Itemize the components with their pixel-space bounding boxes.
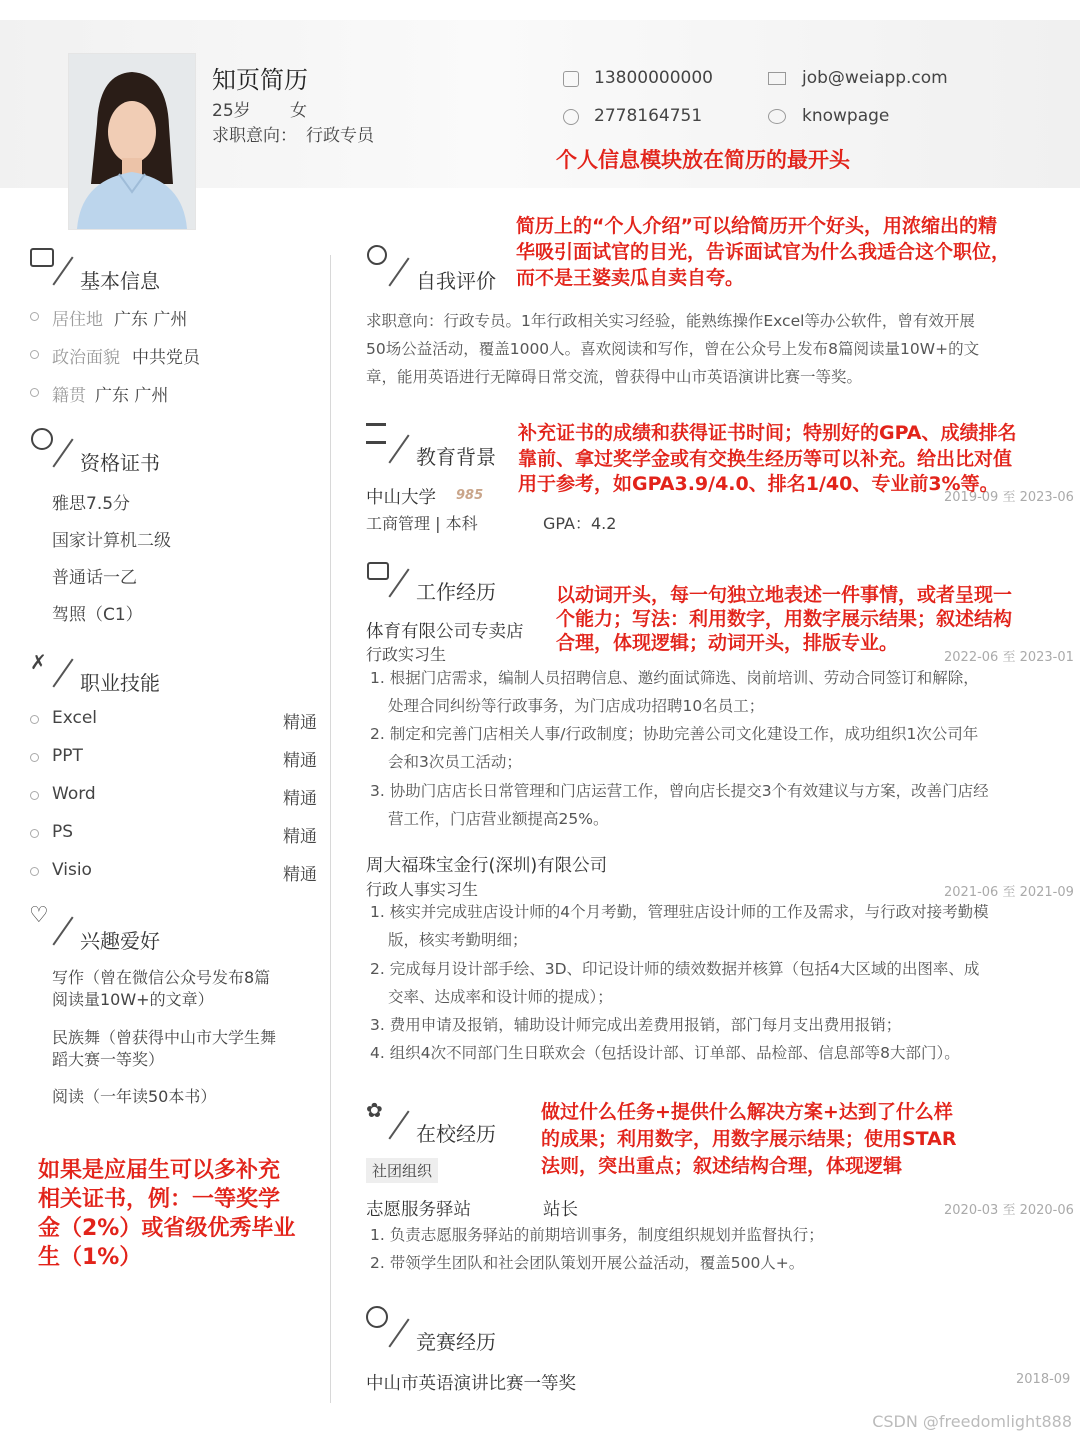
contest-name: 中山市英语演讲比赛一等奖 [366, 1374, 576, 1394]
heart-icon: ♡ [29, 903, 49, 928]
contest-date: 2018-09 [1016, 1372, 1071, 1387]
note-work-2: 个能力；写法：利用数字，用数字展示结果；叙述结构 [556, 608, 1013, 630]
campus-tag: 社团组织 [366, 1158, 438, 1183]
campus-date: 2020-03 至 2020-06 [944, 1203, 1074, 1218]
hobby-line: 阅读（一年读50本书） [52, 1087, 217, 1106]
hobby-line: 写作（曾在微信公众号发布8篇 [52, 968, 271, 987]
bullet-dot [30, 753, 39, 762]
campus-role: 站长 [543, 1200, 578, 1220]
job-line: 3. 费用申请及报销，辅助设计师完成出差费用报销，部门每月支出费用报销； [370, 1016, 902, 1034]
self-eval-line: 求职意向：行政专员。1年行政相关实习经验，能熟练操作Excel等办公软件，曾有效开展 [366, 312, 975, 330]
note-header: 个人信息模块放在简历的最开头 [556, 148, 850, 172]
note-left-2: 相关证书，例：一等奖学 [38, 1187, 281, 1212]
resume-name: 知页简历 [212, 66, 308, 94]
basic-label-hometown: 籍贯 [52, 386, 86, 406]
job-line: 会和3次员工活动； [388, 753, 522, 771]
bullet-dot [30, 867, 39, 876]
job-line: 1. 根据门店需求，编制人员招聘信息、邀约面试筛选、岗前培训、劳动合同签订和解除， [370, 669, 979, 687]
education-date: 2019-09 至 2023-06 [944, 490, 1074, 505]
basic-label-political: 政治面貌 [52, 348, 120, 368]
job-line: 4. 组织4次不同部门生日联欢会（包括设计部、订单部、品检部、信息部等8大部门）。 [370, 1044, 960, 1062]
basic-value-residence: 广东 广州 [114, 310, 188, 330]
phone-icon [563, 71, 579, 87]
mail-icon [768, 72, 786, 85]
profile-photo [68, 53, 196, 230]
hobby-line: 蹈大赛一等奖） [52, 1050, 165, 1069]
note-left-1: 如果是应届生可以多补充 [38, 1158, 281, 1183]
note-campus-1: 做过什么任务+提供什么解决方案+达到了什么样 [541, 1101, 953, 1123]
column-divider [330, 255, 331, 1403]
basic-value-hometown: 广东 广州 [95, 386, 169, 406]
note-work-3: 合理，体现逻辑；动词开头，排版专业。 [556, 632, 899, 654]
skills-title: 职业技能 [80, 671, 160, 695]
job-role: 行政实习生 [366, 645, 447, 664]
skill-level: 精通 [283, 865, 317, 885]
briefcase-icon [367, 562, 389, 580]
gender: 女 [290, 101, 307, 121]
skill-level: 精通 [283, 751, 317, 771]
bullet-dot [30, 829, 39, 838]
basic-value-political: 中共党员 [132, 348, 200, 368]
note-intro-3: 而不是王婆卖瓜自卖自夸。 [516, 267, 745, 289]
job-line: 营工作，门店营业额提高25%。 [388, 810, 609, 828]
bullet-dot [30, 791, 39, 800]
note-edu-1: 补充证书的成绩和获得证书时间；特别好的GPA、成绩排名 [518, 422, 1017, 444]
note-edu-3: 用于参考，如GPA3.9/4.0、排名1/40、专业前3%等。 [518, 473, 999, 495]
campus-line: 2. 带领学生团队和社会团队策划开展公益活动，覆盖500人+。 [370, 1254, 805, 1272]
wechat-id: knowpage [802, 106, 890, 126]
campus-line: 1. 负责志愿服务驿站的前期培训事务，制度组织规划并监督执行； [370, 1226, 824, 1244]
bullet-dot [30, 715, 39, 724]
job-date: 2022-06 至 2023-01 [944, 650, 1074, 665]
note-campus-3: 法则，突出重点；叙述结构合理，体现逻辑 [541, 1155, 903, 1177]
bullet-dot [30, 312, 39, 321]
cert-item: 驾照（C1） [52, 605, 143, 625]
portrait-image [69, 54, 195, 229]
hobby-line: 阅读量10W+的文章） [52, 990, 214, 1009]
note-edu-2: 靠前、拿过奖学金或有交换生经历等可以补充。给出比对值 [518, 448, 1013, 470]
job-line: 3. 协助门店店长日常管理和门店运营工作，曾向店长提交3个有效建议与方案，改善门店经 [370, 782, 989, 800]
basic-info-title: 基本信息 [80, 269, 160, 293]
campus-icon: ✿ [366, 1098, 383, 1122]
skill-level: 精通 [283, 713, 317, 733]
person-icon [367, 245, 387, 265]
note-campus-2: 的成果；利用数字，用数字展示结果；使用STAR [541, 1128, 957, 1150]
email: job@weiapp.com [802, 68, 948, 88]
wechat-icon [768, 109, 786, 124]
id-card-icon [30, 248, 54, 267]
note-intro-1: 简历上的“个人介绍”可以给简历开个好头，用浓缩出的精 [516, 215, 997, 237]
self-eval-title: 自我评价 [416, 269, 496, 293]
book-icon [366, 423, 386, 444]
phone-number: 13800000000 [594, 68, 713, 88]
bullet-dot [30, 350, 39, 359]
skill-name: Word [52, 784, 96, 804]
medal-icon [366, 1306, 388, 1328]
self-eval-line: 50场公益活动，覆盖1000人。喜欢阅读和写作，曾在公众号上发布8篇阅读量10W+的文 [366, 340, 980, 358]
job-intent-value: 行政专员 [306, 126, 374, 146]
job-line: 2. 制定和完善门店相关人事/行政制度；协助完善公司文化建设工作，成功组织1次公司年 [370, 725, 979, 743]
self-eval-line: 章，能用英语进行无障碍日常交流，曾获得中山市英语演讲比赛一等奖。 [366, 368, 863, 386]
job-line: 2. 完成每月设计部手绘、3D、印记设计师的绩效数据并核算（包括4大区域的出图率、成 [370, 960, 980, 978]
qq-number: 2778164751 [594, 106, 703, 126]
gpa: GPA：4.2 [543, 514, 617, 533]
certificates-title: 资格证书 [80, 451, 160, 475]
job-intent-label: 求职意向： [212, 126, 297, 146]
job-line: 处理合同纠纷等行政事务，为门店成功招聘10名员工； [388, 697, 765, 715]
tools-icon: ✗ [30, 650, 47, 674]
campus-title: 在校经历 [416, 1122, 496, 1146]
company-name: 周大福珠宝金行(深圳)有限公司 [366, 856, 608, 876]
skill-level: 精通 [283, 827, 317, 847]
skill-name: PS [52, 822, 74, 842]
watermark: CSDN @freedomlight888 [872, 1412, 1072, 1431]
job-line: 版，核实考勤明细； [388, 931, 528, 949]
campus-org: 志愿服务驿站 [366, 1200, 471, 1220]
school-name: 中山大学 [366, 488, 436, 508]
education-title: 教育背景 [416, 445, 496, 469]
note-work-1: 以动词开头，每一句独立地表述一件事情，或者呈现一 [556, 584, 1013, 606]
job-line: 交率、达成率和设计师的提成）； [388, 988, 613, 1006]
note-left-3: 金（2%）或省级优秀毕业 [38, 1216, 296, 1241]
skill-name: PPT [52, 746, 83, 766]
job-role: 行政人事实习生 [366, 880, 479, 899]
job-line: 1. 核实并完成驻店设计师的4个月考勤，管理驻店设计师的工作及需求，与行政对接考勤模 [370, 903, 989, 921]
hobby-line: 民族舞（曾获得中山市大学生舞 [52, 1028, 277, 1047]
company-name: 体育有限公司专卖店 [366, 622, 524, 642]
hobbies-title: 兴趣爱好 [80, 929, 160, 953]
note-intro-2: 华吸引面试官的目光，告诉面试官为什么我适合这个职位， [516, 241, 1011, 263]
qq-icon [563, 109, 579, 125]
basic-label-residence: 居住地 [52, 310, 103, 330]
note-left-4: 生（1%） [38, 1245, 142, 1270]
work-title: 工作经历 [416, 580, 496, 604]
skill-name: Visio [52, 860, 92, 880]
award-icon [31, 428, 53, 450]
cert-item: 雅思7.5分 [52, 494, 131, 514]
bullet-dot [30, 388, 39, 397]
skill-name: Excel [52, 708, 98, 728]
contest-title: 竞赛经历 [416, 1330, 496, 1354]
age: 25岁 [212, 101, 251, 121]
school-badge: 985 [456, 488, 484, 503]
major-degree: 工商管理 | 本科 [366, 514, 478, 533]
skill-level: 精通 [283, 789, 317, 809]
cert-item: 普通话一乙 [52, 568, 137, 588]
cert-item: 国家计算机二级 [52, 531, 171, 551]
job-date: 2021-06 至 2021-09 [944, 885, 1074, 900]
